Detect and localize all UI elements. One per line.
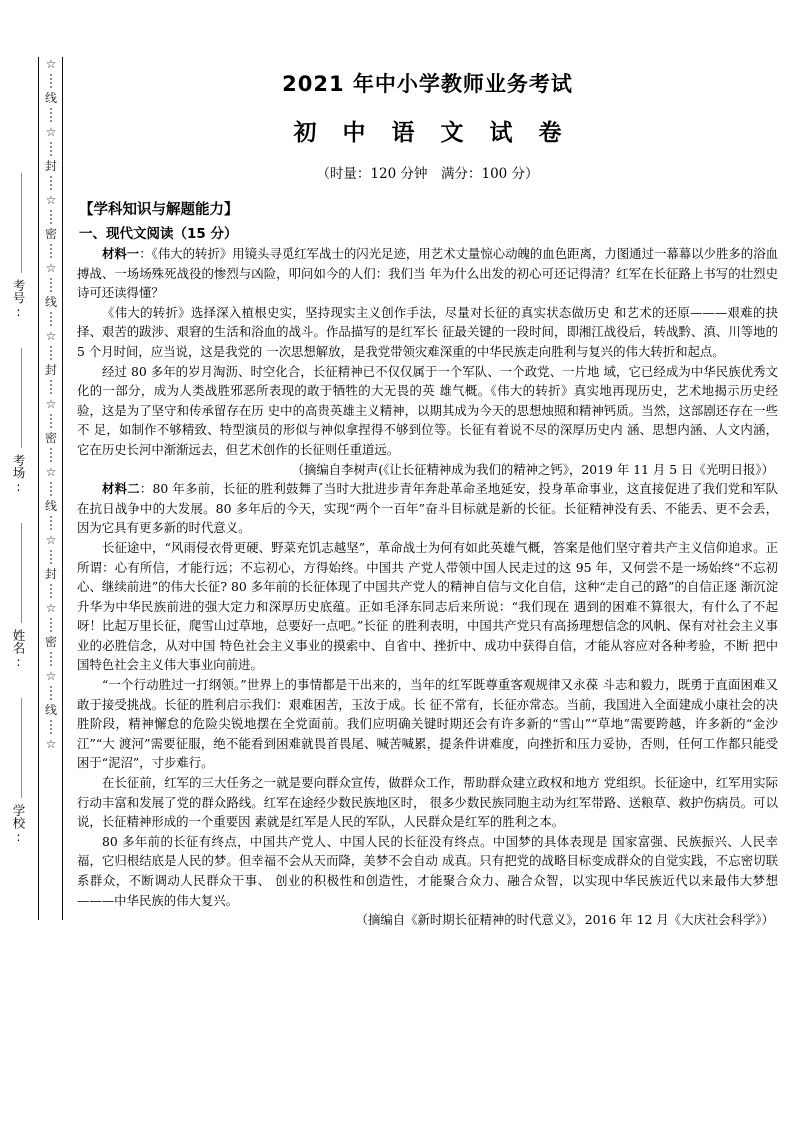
seal-dotted-separator [50,549,52,565]
document-body [75,0,780,1122]
seal-star-icon: ☆ [45,329,57,343]
passage-paragraph: 80 多年前的长征有终点，中国共产党人、中国人民的长征没有终点。中国梦的具体表现是 国家富强、民族振兴、人民幸福，它归根结底是人民的梦。但幸福不会从天而降，美梦不会自动 成真。只有把党的战略目标变成群众的自觉实践，不忘密切联系群众，不断调动人民群众干事、 创业的积极性和创造性，才能聚合众力、融合众智，以实现中华民族近代以来最伟大梦想———中华民族的伟大复兴。 [77,833,778,908]
reading-passage [75,242,780,930]
seal-star-icon: ☆ [45,125,57,139]
passage-citation: （摘编自《新时期长征精神的时代意义》，2016 年 12 月《大庆社会科学》） [355,912,774,928]
candidate-field-label-exam-room: 考场: [11,454,26,494]
seal-star-icon: ☆ [45,57,57,71]
seal-dotted-separator [50,311,52,327]
seal-star-icon: ☆ [45,193,57,207]
seal-char: 线 [44,295,57,309]
candidate-field-student-name[interactable] [2,517,42,692]
seal-char: 线 [44,703,57,717]
seal-dotted-separator [50,719,52,735]
seal-star-icon: ☆ [45,533,57,547]
candidate-field-exam-room[interactable] [2,342,42,517]
seal-char: 封 [44,363,57,377]
passage-paragraph: “一个行动胜过一打纲领。”世界上的事情都是干出来的，当年的红军既尊重客观规律又永葆 斗志和毅力，既勇于直面困难又敢于接受挑战。长征的胜利启示我们：艰难困苦，玉汝于成。长 征不常有，长征亦常态。当前，我国进入全面建成小康社会的决胜阶段，精神懈怠的危险尖锐地摆在全党面前。我们应明确关键时期还会有许多新的“雪山”“草地”需要跨越，许多新的“金沙江”“大 渡河”需要征服，绝不能看到困难就畏首畏尾、喊苦喊累，提条件讲难度，向挫折和压力妥协，否则，任何工作都只能受困于“泥沼”，寸步难行。 [77,677,778,771]
candidate-field-label-school: 学校: [11,804,26,844]
candidate-field-blank-exam-room[interactable] [21,348,22,448]
seal-char: 密 [44,227,57,241]
passage-paragraph: 经过 80 多年的岁月淘沥、时空化合，长征精神已不仅仅属于一个军队、一个政党、一片地 域，它已经成为中华民族优秀文化的一部分，成为人类战胜邪恶所表现的敢于牺牲的大无畏的英 雄气概。《伟大的转折》真实地再现历史，艺术地揭示历史经验，这是为了坚守和传承留存在历 史中的高贵英雄主义精神，以期其成为今天的思想烛照和精神钙质。当然，这部剧还存在一些不 足，如制作不够精致、特型演员的形似与神似拿捏得不够到位等。长征有着说不尽的深厚历史内 涵、思想内涵、人文内涵，它在历史长河中渐渐远去，但艺术创作的长征则任重道远。 [77,363,778,457]
seal-dotted-separator [50,617,52,633]
seal-dotted-separator [50,277,52,293]
seal-dotted-separator [50,243,52,259]
passage-paragraph: 材料一：《伟大的转折》用镜头寻觅红军战士的闪光足迹，用艺术丈量惊心动魄的血色距离，力图通过一幕幕以少胜多的浴血搏战、一场场殊死战役的惨烈与凶险，叩问如今的人们：我们当 年为什么出发的初心可还记得清？红军在长征路上书写的壮烈史诗可还读得懂？ [77,246,778,301]
section-heading: 【学科知识与解题能力】 [79,202,239,218]
page-title: 2021 年中小学教师业务考试 [282,72,573,96]
seal-dotted-separator [50,481,52,497]
candidate-info-fields [2,167,42,867]
seal-dotted-separator [50,651,52,667]
candidate-field-label-exam-number: 考号: [11,279,26,319]
candidate-field-school[interactable] [2,692,42,867]
seal-star-icon: ☆ [45,669,57,683]
material-label: 材料一 [102,246,140,261]
seal-dotted-separator [50,447,52,463]
seal-dotted-separator [50,379,52,395]
seal-rule-inner [62,57,63,920]
candidate-field-blank-exam-number[interactable] [21,173,22,273]
seal-dotted-separator [50,141,52,157]
seal-dotted-separator [50,345,52,361]
material-label: 材料二 [102,481,140,497]
seal-dotted-separator [50,515,52,531]
seal-dotted-separator [50,73,52,89]
passage-paragraph: 在长征前，红军的三大任务之一就是要向群众宣传，做群众工作，帮助群众建立政权和地方 党组织。长征途中，红军用实际行动丰富和发展了党的群众路线。红军在途经少数民族地区时， 很多少数民族同胞主动为红军带路、送粮草、救护伤病员。可以说，长征精神形成的一个重要因 素就是红军是人民的军队，人民群众是红军的胜利之本。 [77,775,778,830]
candidate-field-blank-student-name[interactable] [21,523,22,623]
seal-star-icon: ☆ [45,465,57,479]
seal-char: 封 [44,159,57,173]
candidate-field-blank-school[interactable] [21,698,22,798]
seal-star-icon: ☆ [45,601,57,615]
passage-citation: （摘编自李树声(《让长征精神成为我们的精神之钙》，2019 年 11 月 5 日《光明日报》） [291,461,774,477]
seal-dotted-separator [50,209,52,225]
seal-token-strip [41,57,61,920]
page-subtitle: 初 中 语 文 试 卷 [293,120,571,146]
seal-dotted-separator [50,175,52,191]
seal-star-icon: ☆ [45,737,57,751]
candidate-field-label-student-name: 姓名: [11,629,26,669]
passage-paragraph: 长征途中，“风雨侵衣骨更硬、野菜充饥志越坚”，革命战士为何有如此英雄气概，答案是他们坚守着共产主义信仰追求。正所谓：心有所信，才能行远；不忘初心，方得始终。中国共 产党人带领中国人民走过的这 95 年，又何尝不是一场始终“不忘初心、继续前进”的伟大长征? 80 多年前的长征体现了中国共产党人的精神自信与文化自信，这种“走自己的路”的自信正逐 渐沉淀升华为中华民族前进的强大定力和深厚历史底蕴。正如毛泽东同志后来所说：“我们现在 遇到的困难不算很大，有什么了不起呀！比起万里长征，爬雪山过草地，总要好一点吧。”长征 的胜利表明，中国共产党只有高扬理想信念的风帆、保有对社会主义事业的必胜信念，从对中国 特色社会主义事业的摸索中、自省中、挫折中、成功中获得自信，才能从容应对各种考验，不断 把中国特色社会主义伟大事业向前进。 [77,539,778,673]
seal-dotted-separator [50,107,52,123]
passage-paragraph: 材料二：80 年多前，长征的胜利鼓舞了当时大批进步青年奔赴革命圣地延安，投身革命事业，这直接促进了我们党和军队在抗日战争中的大发展。80 多年后的今天，实现“两个一百年”奋斗目标就是新的长征。长征精神没有丢、不能丢、更不会丢，因为它具有更多新的时代意义。 [77,481,778,536]
exam-duration-score: （时量：120 分钟 满分：100 分） [316,166,539,182]
seal-char: 线 [44,91,57,105]
candidate-field-exam-number[interactable] [2,167,42,342]
seal-dotted-separator [50,685,52,701]
seal-dotted-separator [50,413,52,429]
seal-char: 封 [44,567,57,581]
seal-line-column [0,57,64,920]
seal-star-icon: ☆ [45,397,57,411]
seal-char: 密 [44,431,57,445]
seal-dotted-separator [50,583,52,599]
passage-paragraph: 《伟大的转折》选择深入植根史实，坚持现实主义创作手法，尽量对长征的真实状态做历史 和艺术的还原———艰难的抉择、艰苦的跋涉、艰窘的生活和浴血的战斗。作品描写的是红军长 征最关键的一段时间，即湘江战役后，转战黔、滇、川等地的 5 个月时间，应当说，这是我党的 一次思想解放，是我党带领灾难深重的中华民族走向胜利与复兴的伟大转折和起点。 [77,304,778,359]
seal-char: 密 [44,635,57,649]
section-subheading: 一、现代文阅读（15 分） [79,226,238,242]
seal-star-icon: ☆ [45,261,57,275]
seal-char: 线 [44,499,57,513]
